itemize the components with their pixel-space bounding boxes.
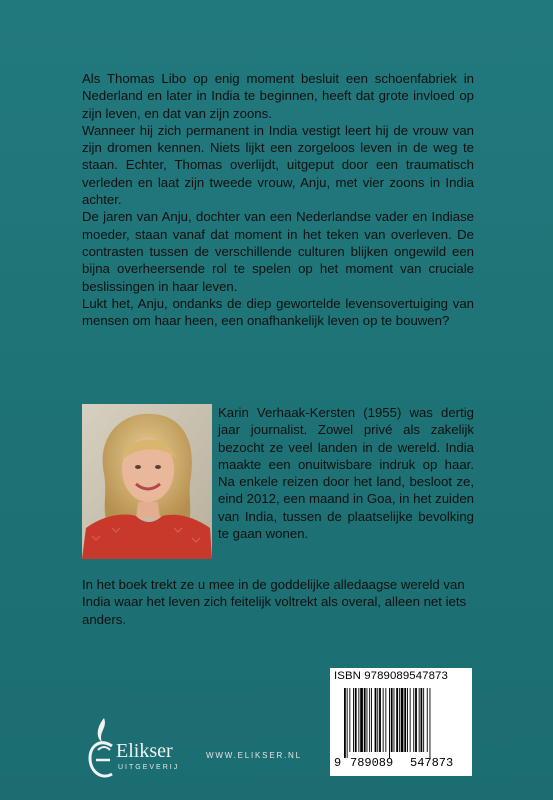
barcode-bar [375, 688, 377, 752]
barcode-bar [347, 688, 348, 758]
barcode-bar [355, 688, 357, 752]
barcode-bar [427, 688, 428, 752]
author-bio-continued: In het boek trekt ze u mee in de goddelijke alledaagse wereld van India waar het leven zich feitelijk voltrekt als overal, alleen net iets anders. [82, 577, 467, 627]
author-photo [82, 404, 212, 559]
barcode-bar [423, 688, 424, 752]
author-portrait-image [82, 404, 212, 559]
barcode-bar [419, 688, 420, 752]
publisher-logo [86, 716, 196, 786]
barcode-bar [391, 688, 393, 752]
barcode-bar [410, 688, 411, 752]
barcode-bar [344, 688, 346, 758]
barcode-bar [379, 688, 381, 752]
blurb-paragraph-4: Lukt het, Anju, ondanks de diep gewortelde levensovertuiging van mensen om haar heen, een onafhankelijk leven op te bouwen? [82, 295, 474, 329]
barcode-bar [413, 688, 414, 752]
barcode-bar [383, 688, 384, 752]
barcode-bar [367, 688, 368, 752]
isbn-label: ISBN 9789089547873 [334, 670, 448, 682]
blurb-paragraph-1: Als Thomas Libo op enig moment besluit een schoenfabriek in Nederland en later in India te beginnen, heeft dat grote invloed op zijn leven, en dat van zijn zoons. [82, 71, 474, 121]
blurb-paragraph-3: De jaren van Anju, dochter van een Nederlandse vader en Indiase moeder, staan vanaf dat moment in het teken van overleven. De contrasten tussen de verschillende culturen blijken ongewild een bijna overheersende rol te spelen op het moment van cruciale beslissingen in haar leven. [82, 209, 474, 294]
barcode-digit-first: 9 [334, 756, 342, 770]
barcode-bar [404, 688, 406, 752]
barcode-bar [430, 688, 431, 758]
flame-letter-e-logo-icon [86, 716, 120, 782]
barcode-bar [385, 688, 386, 752]
barcode-bar [371, 688, 372, 752]
barcode-bars [344, 688, 460, 758]
barcode-bar [369, 688, 370, 752]
barcode-bar [399, 688, 400, 752]
barcode-bar [396, 688, 398, 752]
barcode-bar [421, 688, 423, 752]
publisher-subtitle: UITGEVERIJ [118, 764, 180, 771]
barcode-bar [415, 688, 417, 752]
isbn-barcode [330, 668, 472, 776]
barcode-bar [407, 688, 408, 752]
publisher-website: WWW.ELIKSER.NL [206, 751, 302, 760]
barcode-bar [377, 688, 378, 752]
barcode-digits-group-1: 789089 [350, 756, 394, 770]
author-bio-side: Karin Verhaak-Kersten (1955) was dertig jaar journalist. Zowel privé als zakelijk bezocht ze veel landen in de wereld. India maakte een onuitwisbare indruk op haar. Na enkele reizen door het land, besloot ze, eind 2012, een maand in Goa, in het zuiden van India, tussen de plaatselijke bevolking te gaan wonen. [218, 405, 474, 542]
blurb-text [82, 70, 474, 329]
barcode-digits [330, 754, 472, 772]
barcode-bar [401, 688, 404, 752]
publisher-name: Elikser [116, 740, 173, 762]
barcode-bar [389, 688, 390, 758]
blurb-paragraph-2: Wanneer hij zich permanent in India vestigt leert hij de vrouw van zijn dromen kennen. Niets lijkt een zorgeloos leven in de weg te staan. Echter, Thomas overlijdt, uitgeput door een traumatisch verleden en laat zijn tweede vrouw, Anju, met vier zoons in India achter. [82, 122, 474, 208]
barcode-bar [358, 688, 359, 752]
barcode-bar [353, 688, 354, 752]
barcode-digits-group-2: 547873 [410, 756, 454, 770]
barcode-bar [394, 688, 395, 752]
barcode-bar [364, 688, 366, 752]
barcode-bar [349, 688, 350, 752]
barcode-bar [360, 688, 363, 752]
